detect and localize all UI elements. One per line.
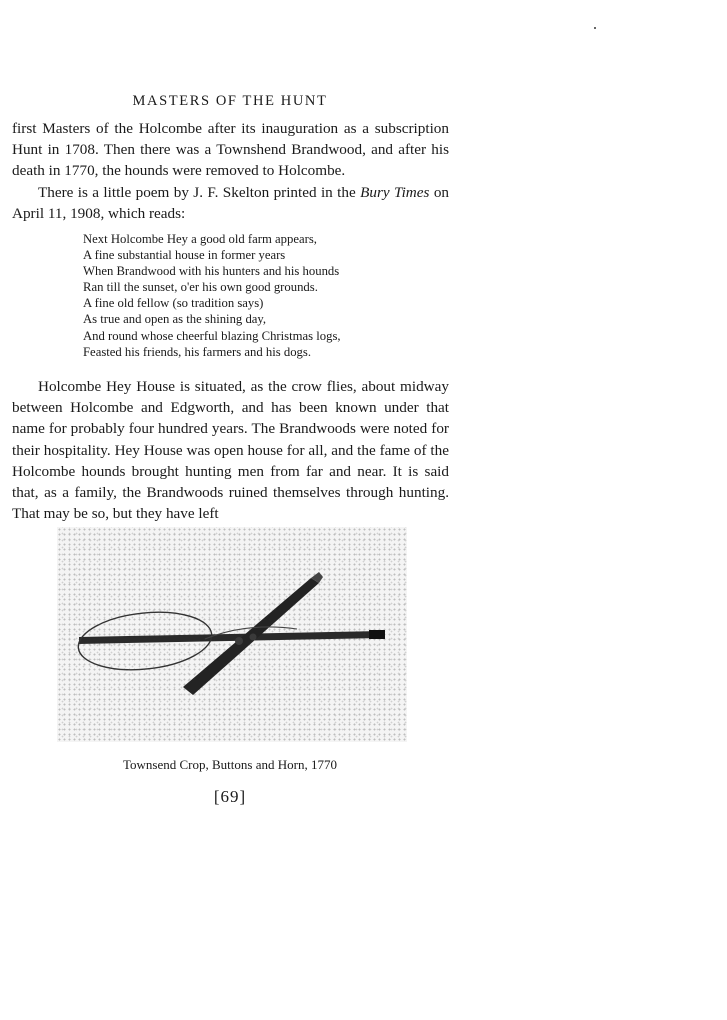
figure-caption: Townsend Crop, Buttons and Horn, 1770 (123, 757, 337, 772)
button-icon (250, 634, 257, 641)
paragraph-1: first Masters of the Holcombe after its inauguration as a subscription Hunt in 1708. Then there was a Townshend Brandwood, and after his death in 1770, the hounds were removed to Holcombe. (12, 120, 449, 180)
poem-line: As true and open as the shining day, (83, 312, 267, 327)
poem-line: Next Holcombe Hey a good old farm appears, (83, 232, 317, 246)
crop-and-horn-illustration (57, 527, 407, 742)
paragraph-2-text-before: There is a little poem by J. F. Skelton printed in the (38, 183, 361, 201)
body-text-lower (12, 376, 449, 524)
horn-mouthpiece (369, 630, 385, 639)
paragraph-2 (12, 182, 449, 224)
poem-line: And round whose cheerful blazing Christmas logs, (83, 328, 341, 343)
poem-line: Feasted his friends, his farmers and his dogs. (83, 344, 311, 359)
running-head: MASTERS OF THE HUNT (132, 93, 328, 109)
horn-shape (79, 631, 383, 644)
poem-line: A fine old fellow (so tradition says) (83, 296, 264, 311)
photo-crop-buttons-horn (57, 527, 407, 742)
button-icon (235, 637, 243, 645)
scan-speck (594, 27, 596, 29)
poem (83, 231, 341, 360)
poem-line: A fine substantial house in former years (83, 248, 286, 263)
page-number: [69] (213, 787, 247, 806)
paragraph-3: Holcombe Hey House is situated, as the crow flies, about midway between Holcombe and Edgworth, and has been known under that name for probably four hundred years. The Brandwoods were noted for their hospitality. Hey House was open house for all, and the fame of the Holcombe hounds brought hunting men from far and near. It is said that, as a family, the Brandwoods ruined themselves through hunting. That may be so, but they have left (12, 378, 449, 523)
paragraph-2-text-after: on April 11, 1908, which reads: (12, 183, 449, 222)
newspaper-title: Bury Times (360, 183, 430, 201)
poem-line: Ran till the sunset, o'er his own good grounds. (83, 280, 318, 295)
poem-line: When Brandwood with his hunters and his hounds (83, 264, 340, 279)
body-text-upper (12, 118, 449, 224)
